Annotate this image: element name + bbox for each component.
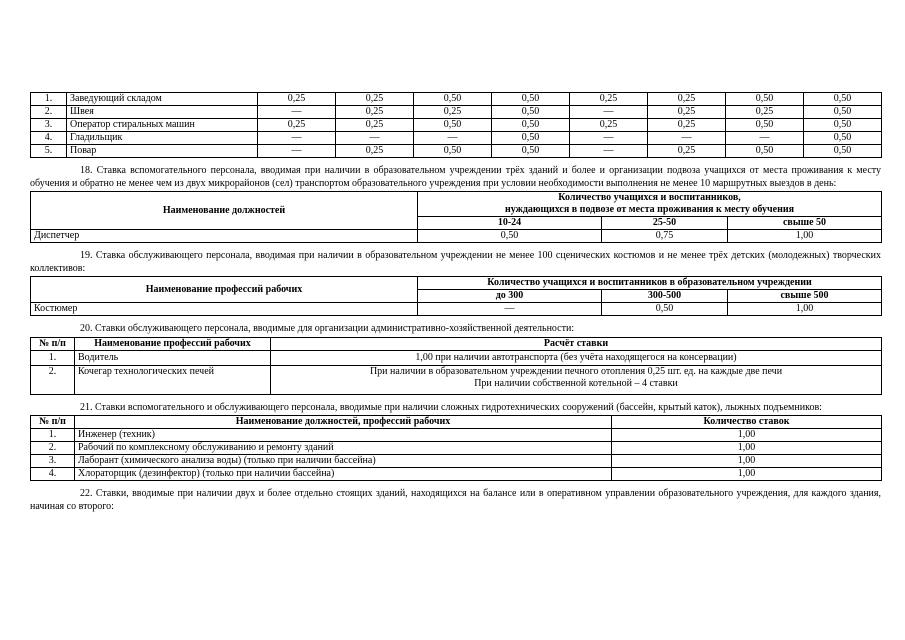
dispatcher-table [30, 191, 882, 243]
table-row [31, 303, 882, 316]
row-profession: Водитель [75, 350, 271, 365]
row-value: 0,50 [492, 119, 570, 132]
header-profession-name: Наименование профессий рабочих [31, 277, 418, 303]
admin-staff-table [30, 337, 882, 395]
row-number: 1. [31, 429, 75, 442]
row-value: 1,00 [612, 455, 882, 468]
section-21-text: 21. Ставки вспомогательного и обслуживающего персонала, вводимые при наличии сложных гидротехнических сооружений (бассейн, крытый каток), лыжных подъемников: [80, 401, 822, 413]
header-profession-name: Наименование профессий рабочих [75, 337, 271, 350]
table-row [31, 106, 882, 119]
row-value: 0,25 [258, 119, 336, 132]
header-range-2: 300-500 [602, 290, 728, 303]
row-value: — [570, 145, 648, 158]
row-value: — [570, 132, 648, 145]
row-position: Рабочий по комплексному обслуживанию и ремонту зданий [75, 442, 612, 455]
table-row [31, 455, 882, 468]
row-position: Хлораторщик (дезинфектор) (только при наличии бассейна) [75, 468, 612, 481]
row-value: 1,00 [728, 303, 882, 316]
row-position: Лаборант (химического анализа воды) (только при наличии бассейна) [75, 455, 612, 468]
section-20-text: 20. Ставки обслуживающего персонала, вводимые для организации административно-хозяйственной деятельности: [80, 323, 575, 334]
table-row [31, 93, 882, 106]
row-value: — [258, 106, 336, 119]
row-value: — [414, 132, 492, 145]
hydro-staff-table [30, 415, 882, 481]
row-value: 0,75 [602, 230, 728, 243]
staff-rates-table [30, 92, 882, 158]
header-rate-calc: Расчёт ставки [271, 337, 882, 350]
header-range-3: свыше 50 [728, 217, 882, 230]
header-range-1: до 300 [418, 290, 602, 303]
table-row [31, 230, 882, 243]
row-value: 0,50 [492, 145, 570, 158]
row-calc: При наличии в образовательном учреждении печного отопления 0,25 шт. ед. на каждые две печи При наличии собственной котельной – 4 ставки [271, 365, 882, 394]
row-position: Гладильщик [67, 132, 258, 145]
table-row [31, 429, 882, 442]
costumer-table [30, 276, 882, 316]
table-row [31, 119, 882, 132]
row-value: 0,50 [414, 93, 492, 106]
header-range-3: свыше 500 [728, 290, 882, 303]
table-row [31, 145, 882, 158]
row-value: 0,50 [726, 145, 804, 158]
row-number: 1. [31, 93, 67, 106]
header-student-count: Количество учащихся и воспитанников, нуждающихся в подвозе от места проживания к месту обучения [418, 192, 882, 217]
row-number: 5. [31, 145, 67, 158]
row-value: 0,25 [570, 119, 648, 132]
row-value: 0,50 [804, 106, 882, 119]
header-position-name: Наименование должностей [31, 192, 418, 230]
row-position: Повар [67, 145, 258, 158]
row-value: 0,25 [648, 106, 726, 119]
row-value: 0,50 [414, 119, 492, 132]
row-value: 0,50 [804, 119, 882, 132]
row-value: 0,50 [804, 145, 882, 158]
table-row [31, 350, 882, 365]
row-value: — [726, 132, 804, 145]
row-value: 0,50 [602, 303, 728, 316]
row-value: — [570, 106, 648, 119]
section-18-text: 18. Ставка вспомогательного персонала, вводимая при наличии в образовательном учреждении трёх зданий и более и организации подвоза учащихся от места проживания к месту обучения и обратно не менее чем из двух микрорайонов (сел) транспортом образовательного учреждения при условии необходимости выполнения не менее 10 маршрутных выездов в день: [30, 165, 881, 189]
row-value: 0,50 [418, 230, 602, 243]
row-position: Инженер (техник) [75, 429, 612, 442]
header-range-1: 10-24 [418, 217, 602, 230]
row-value: 0,25 [414, 106, 492, 119]
row-value: — [648, 132, 726, 145]
row-value: 1,00 [612, 442, 882, 455]
row-profession: Костюмер [31, 303, 418, 316]
row-value: 0,50 [492, 132, 570, 145]
row-value: 0,50 [804, 93, 882, 106]
row-value: 0,25 [336, 106, 414, 119]
row-position: Диспетчер [31, 230, 418, 243]
row-value: — [336, 132, 414, 145]
row-position: Заведующий складом [67, 93, 258, 106]
table-row [31, 132, 882, 145]
row-value: — [258, 145, 336, 158]
row-value: 0,50 [492, 106, 570, 119]
header-number: № п/п [31, 416, 75, 429]
header-rate-count: Количество ставок [612, 416, 882, 429]
row-value: 0,50 [492, 93, 570, 106]
document-page [30, 92, 881, 514]
table-row [31, 468, 882, 481]
row-value: 0,50 [726, 93, 804, 106]
row-number: 4. [31, 468, 75, 481]
row-value: 0,25 [648, 119, 726, 132]
row-value: 0,25 [336, 93, 414, 106]
row-value: 0,25 [570, 93, 648, 106]
row-value: 1,00 [612, 429, 882, 442]
row-value: 1,00 [728, 230, 882, 243]
row-value: 0,50 [726, 119, 804, 132]
row-number: 2. [31, 365, 75, 394]
row-profession: Кочегар технологических печей [75, 365, 271, 394]
row-value: 1,00 [612, 468, 882, 481]
row-value: 0,50 [804, 132, 882, 145]
table-row [31, 365, 882, 394]
section-22-text: 22. Ставки, вводимые при наличии двух и более отдельно стоящих зданий, находящихся на балансе или в оперативном управлении образовательного учреждения, для каждого здания, начиная со второго: [30, 488, 881, 512]
row-number: 4. [31, 132, 67, 145]
row-value: 0,25 [726, 106, 804, 119]
header-position-name: Наименование должностей, профессий рабочих [75, 416, 612, 429]
row-value: 0,25 [336, 119, 414, 132]
row-position: Оператор стиральных машин [67, 119, 258, 132]
section-19-text: 19. Ставка обслуживающего персонала, вводимая при наличии в образовательном учреждении не менее 100 сценических костюмов и не менее трёх детских (молодежных) творческих коллективов: [30, 250, 881, 274]
row-value: 0,50 [414, 145, 492, 158]
row-value: — [258, 132, 336, 145]
row-position: Швея [67, 106, 258, 119]
header-student-count: Количество учащихся и воспитанников в образовательном учреждении [418, 277, 882, 290]
row-value: 0,25 [258, 93, 336, 106]
row-number: 2. [31, 442, 75, 455]
row-value: 0,25 [648, 145, 726, 158]
table-row [31, 442, 882, 455]
row-number: 1. [31, 350, 75, 365]
row-number: 3. [31, 455, 75, 468]
row-calc: 1,00 при наличии автотранспорта (без учёта находящегося на консервации) [271, 350, 882, 365]
row-value: 0,25 [648, 93, 726, 106]
header-range-2: 25-50 [602, 217, 728, 230]
row-value: — [418, 303, 602, 316]
row-number: 3. [31, 119, 67, 132]
row-value: 0,25 [336, 145, 414, 158]
header-number: № п/п [31, 337, 75, 350]
row-number: 2. [31, 106, 67, 119]
